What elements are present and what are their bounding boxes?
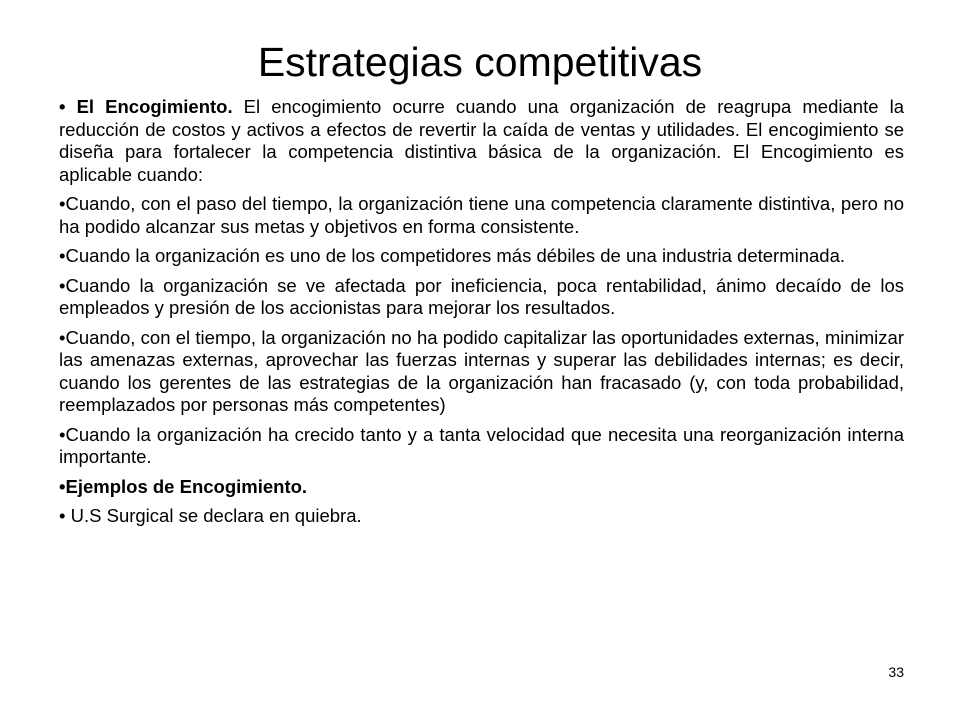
paragraph-condition-2: [59, 245, 904, 268]
bullet: •: [59, 245, 66, 266]
paragraph-example-1: [59, 505, 904, 528]
paragraph-text: Cuando, con el paso del tiempo, la organización tiene una competencia claramente distintiva, pero no ha podido alcanzar sus metas y objetivos en forma consistente.: [59, 193, 904, 237]
bullet: •: [59, 505, 71, 526]
bullet: •: [59, 326, 66, 348]
bullet: •: [59, 475, 66, 497]
page-number: 33: [888, 664, 904, 680]
slide-body: [59, 96, 904, 535]
paragraph-text: Cuando, con el tiempo, la organización no ha podido capitalizar las oportunidades externas, minimizar las amenazas externas, aprovechar las fuerzas internas y superar las debilidades internas; es decir, cuando los gerentes de las estrategias de la organización han fracasado (y, con toda probabilidad, reemplazados por personas más competentes): [59, 326, 904, 415]
paragraph-condition-5: [59, 424, 904, 469]
paragraph-examples-heading: [59, 476, 904, 499]
bullet: •: [59, 274, 66, 296]
paragraph-condition-1: [59, 193, 904, 238]
paragraph-text: Cuando la organización es uno de los competidores más débiles de una industria determinada.: [65, 245, 846, 266]
paragraph-encogimiento-definition: [59, 96, 904, 186]
paragraph-text: Cuando la organización se ve afectada por ineficiencia, poca rentabilidad, ánimo decaído de los empleados y presión de los accionistas para mejorar los resultados.: [59, 274, 904, 318]
paragraph-text: El encogimiento ocurre cuando una organización de reagrupa mediante la reducción de costos y activos a efectos de revertir la caída de ventas y utilidades. El encogimiento se diseña para fortalecer la competencia distintiva básica de la organización. El Encogimiento es aplicable cuando:: [59, 96, 904, 185]
paragraph-text: Cuando la organización ha crecido tanto y a tanta velocidad que necesita una reorganización interna importante.: [59, 423, 904, 467]
paragraph-condition-4: [59, 327, 904, 417]
bullet: •: [59, 193, 66, 214]
slide-title: Estrategias competitivas: [257, 39, 703, 85]
paragraph-lead: Ejemplos de Encogimiento.: [65, 475, 308, 497]
paragraph-text: U.S Surgical se declara en quiebra.: [70, 505, 362, 526]
bullet: •: [59, 96, 77, 117]
paragraph-condition-3: [59, 275, 904, 320]
bullet: •: [59, 423, 66, 445]
paragraph-lead: El Encogimiento.: [76, 96, 233, 117]
